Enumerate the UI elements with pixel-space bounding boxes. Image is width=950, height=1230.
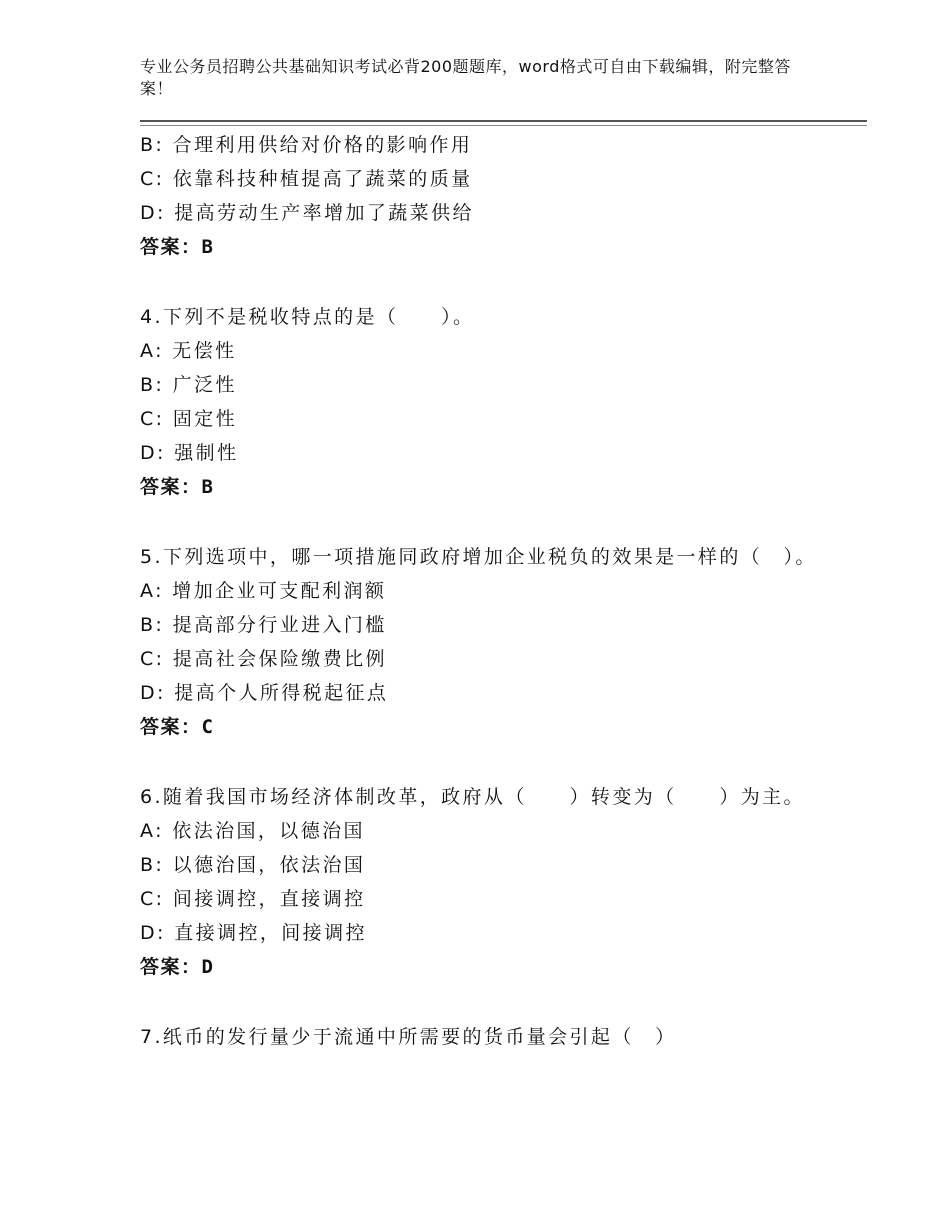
answer-label: 答案： (140, 476, 202, 498)
answer (140, 950, 830, 984)
option-b: B: 广泛性 (140, 374, 237, 396)
question-stem: 5.下列选项中，哪一项措施同政府增加企业税负的效果是一样的（ ）。 (140, 546, 817, 568)
answer-value: B (201, 236, 215, 258)
header-divider (140, 120, 867, 122)
question-3 (140, 128, 830, 264)
option-d: D: 直接调控，间接调控 (140, 922, 367, 944)
option-b: B: 以德治国，依法治国 (140, 854, 366, 876)
option-d: D: 提高个人所得税起征点 (140, 682, 389, 704)
answer-label: 答案： (140, 716, 202, 738)
header-text: 专业公务员招聘公共基础知识考试必背200题题库，word格式可自由下载编辑，附完整答案！ (140, 57, 791, 98)
document-body (140, 128, 830, 1054)
option-a: A: 依法治国，以德治国 (140, 820, 365, 842)
option-d: D: 强制性 (140, 442, 239, 464)
option-a: A: 增加企业可支配利润额 (140, 580, 387, 602)
answer-label: 答案： (140, 956, 202, 978)
question-stem: 4.下列不是税收特点的是（ ）。 (140, 306, 475, 328)
option-c: C: 间接调控，直接调控 (140, 888, 366, 910)
question-7 (140, 1020, 830, 1054)
question-stem: 6.随着我国市场经济体制改革，政府从（ ）转变为（ ）为主。 (140, 786, 805, 808)
answer-value: D (201, 956, 215, 978)
header-divider-secondary (140, 125, 867, 126)
answer (140, 230, 830, 264)
option-b: B: 合理利用供给对价格的影响作用 (140, 134, 473, 156)
answer-value: C (201, 716, 215, 738)
answer-label: 答案： (140, 236, 202, 258)
option-a: A: 无偿性 (140, 340, 237, 362)
question-6 (140, 780, 830, 984)
question-4 (140, 300, 830, 504)
option-c: C: 依靠科技种植提高了蔬菜的质量 (140, 168, 473, 190)
option-b: B: 提高部分行业进入门槛 (140, 614, 387, 636)
option-c: C: 提高社会保险缴费比例 (140, 648, 387, 670)
question-stem: 7.纸币的发行量少于流通中所需要的货币量会引起（ ） (140, 1026, 677, 1048)
question-5 (140, 540, 830, 744)
answer-value: B (201, 476, 215, 498)
option-d: D: 提高劳动生产率增加了蔬菜供给 (140, 202, 474, 224)
answer (140, 710, 830, 744)
answer (140, 470, 830, 504)
option-c: C: 固定性 (140, 408, 238, 430)
document-header (140, 56, 820, 100)
